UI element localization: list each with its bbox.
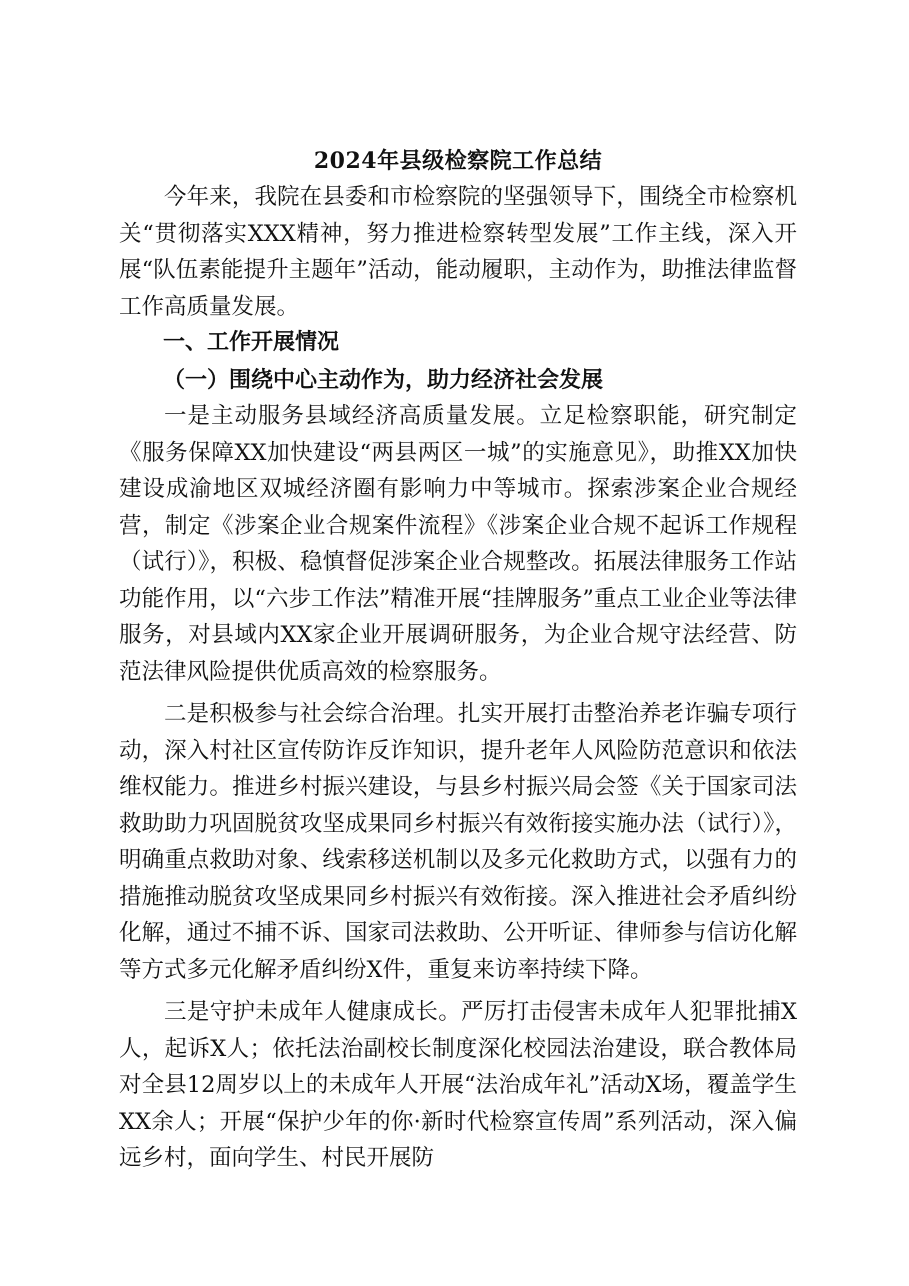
section-heading: 一、工作开展情况 xyxy=(163,330,340,355)
document-page xyxy=(119,143,797,1177)
body-paragraph-2: 二是积极参与社会综合治理。扎实开展打击整治养老诈骗专项行动，深入村社区宣传防诈反诈知识，提升老年人风险防范意识和依法维权能力。推进乡村振兴建设，与县乡村振兴局会签《关于国家司法救助助力巩固脱贫攻坚成果同乡村振兴有效衔接实施办法（试行）》，明确重点救助对象、线索移送机制以及多元化救助方式，以强有力的措施推动脱贫攻坚成果同乡村振兴有效衔接。深入推进社会矛盾纠纷化解，通过不捕不诉、国家司法救助、公开听证、律师参与信访化解等方式多元化解矛盾纠纷X件，重复来访率持续下降。 xyxy=(119,701,797,983)
subsection-heading: （一）围绕中心主动作为，助力经济社会发展 xyxy=(163,366,604,393)
intro-paragraph: 今年来，我院在县委和市检察院的坚强领导下，围绕全市检察机关“贯彻落实XXX精神，努力推进检察转型发展”工作主线，深入开展“队伍素能提升主题年”活动，能动履职，主动作为，助推法律监督工作高质量发展。 xyxy=(119,184,797,320)
body-paragraph-3: 三是守护未成年人健康成长。严厉打击侵害未成年人犯罪批捕X人，起诉X人；依托法治副校长制度深化校园法治建设，联合教体局对全县12周岁以上的未成年人开展“法治成年礼”活动X场，覆盖学生XX余人；开展“保护少年的你·新时代检察宣传周”系列活动，深入偏远乡村，面向学生、村民开展防 xyxy=(119,999,797,1171)
body-paragraph-1: 一是主动服务县域经济高质量发展。立足检察职能，研究制定《服务保障XX加快建设“两县两区一城”的实施意见》，助推XX加快建设成渝地区双城经济圈有影响力中等城市。探索涉案企业合规经营，制定《涉案企业合规案件流程》《涉案企业合规不起诉工作规程（试行）》，积极、稳慎督促涉案企业合规整改。拓展法律服务工作站功能作用，以“六步工作法”精准开展“挂牌服务”重点工业企业等法律服务，对县域内XX家企业开展调研服务，为企业合规守法经营、防范法律风险提供优质高效的检察服务。 xyxy=(119,403,797,685)
document-title: 2024年县级检察院工作总结 xyxy=(313,148,603,174)
